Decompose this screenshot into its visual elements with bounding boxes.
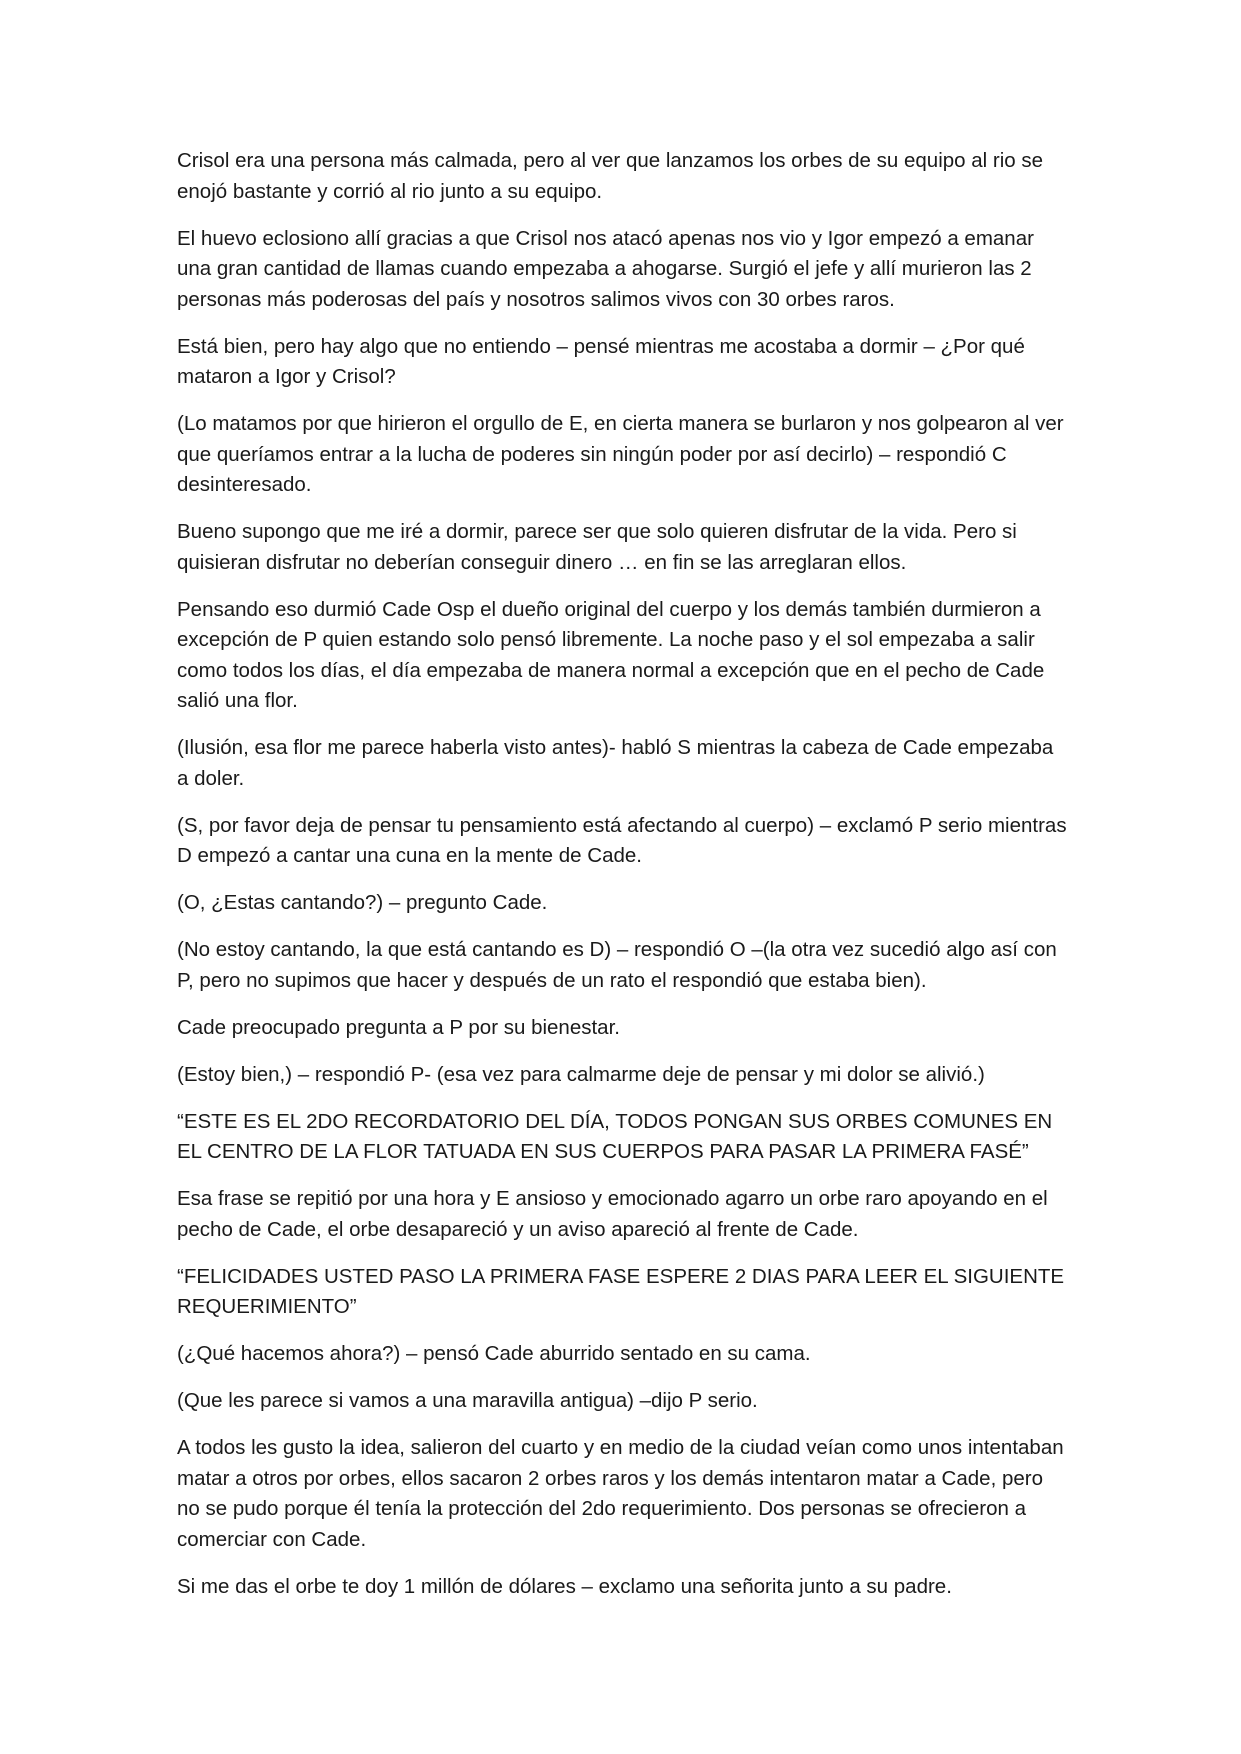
paragraph: (Lo matamos por que hirieron el orgullo de E, en cierta manera se burlaron y nos golpearon al ver que queríamos entrar a la lucha de poderes sin ningún poder por así decirlo) – respondió C desinteresado. bbox=[177, 412, 1064, 496]
paragraph: Está bien, pero hay algo que no entiendo – pensé mientras me acostaba a dormir – ¿Por qué mataron a Igor y Crisol? bbox=[177, 334, 1025, 388]
paragraph: (S, por favor deja de pensar tu pensamiento está afectando al cuerpo) – exclamó P serio mientras D empezó a cantar una cuna en la mente de Cade. bbox=[177, 813, 1067, 867]
paragraph: Bueno supongo que me iré a dormir, parece ser que solo quieren disfrutar de la vida. Pero si quisieran disfrutar no deberían conseguir dinero … en fin se las arreglaran ellos. bbox=[177, 520, 1017, 574]
paragraph: (Ilusión, esa flor me parece haberla visto antes)- habló S mientras la cabeza de Cade empezaba a doler. bbox=[177, 736, 1054, 790]
paragraph: Pensando eso durmió Cade Osp el dueño original del cuerpo y los demás también durmieron a excepción de P quien estando solo pensó libremente. La noche paso y el sol empezaba a salir como todos los días, el día empezaba de manera normal a excepción que en el pecho de Cade salió una flor. bbox=[177, 597, 1045, 712]
paragraph: (No estoy cantando, la que está cantando es D) – respondió O –(la otra vez sucedió algo así con P, pero no supimos que hacer y después de un rato el respondió que estaba bien). bbox=[177, 938, 1057, 992]
paragraph: (Que les parece si vamos a una maravilla antigua) –dijo P serio. bbox=[177, 1389, 758, 1412]
paragraph: Cade preocupado pregunta a P por su bienestar. bbox=[177, 1015, 620, 1039]
paragraph: “FELICIDADES USTED PASO LA PRIMERA FASE ESPERE 2 DIAS PARA LEER EL SIGUIENTE REQUERIMIENTO” bbox=[177, 1264, 1065, 1318]
paragraph: El huevo eclosiono allí gracias a que Crisol nos atacó apenas nos vio y Igor empezó a emanar una gran cantidad de llamas cuando empezaba a ahogarse. Surgió el jefe y allí murieron las 2 personas más poderosas del país y nosotros salimos vivos con 30 orbes raros. bbox=[177, 226, 1034, 311]
document-body bbox=[177, 146, 1067, 1619]
paragraph: “ESTE ES EL 2DO RECORDATORIO DEL DÍA, TODOS PONGAN SUS ORBES COMUNES EN EL CENTRO DE LA FLOR TATUADA EN SUS CUERPOS PARA PASAR LA PRIMERA FASÉ” bbox=[177, 1109, 1053, 1163]
paragraph: A todos les gusto la idea, salieron del cuarto y en medio de la ciudad veían como unos intentaban matar a otros por orbes, ellos sacaron 2 orbes raros y los demás intentaron matar a Cade, pero no se pudo porque él tenía la protección del 2do requerimiento. Dos personas se ofrecieron a comerciar con Cade. bbox=[177, 1436, 1064, 1551]
paragraph: Esa frase se repitió por una hora y E ansioso y emocionado agarro un orbe raro apoyando en el pecho de Cade, el orbe desapareció y un aviso apareció al frente de Cade. bbox=[177, 1187, 1048, 1241]
paragraph: Si me das el orbe te doy 1 millón de dólares – exclamo una señorita junto a su padre. bbox=[177, 1574, 952, 1598]
paragraph: Crisol era una persona más calmada, pero al ver que lanzamos los orbes de su equipo al rio se enojó bastante y corrió al rio junto a su equipo. bbox=[177, 149, 1044, 203]
paragraph: (O, ¿Estas cantando?) – pregunto Cade. bbox=[177, 891, 548, 914]
paragraph: (Estoy bien,) – respondió P- (esa vez para calmarme deje de pensar y mi dolor se alivió.) bbox=[177, 1062, 985, 1086]
paragraph: (¿Qué hacemos ahora?) – pensó Cade aburrido sentado en su cama. bbox=[177, 1342, 811, 1365]
